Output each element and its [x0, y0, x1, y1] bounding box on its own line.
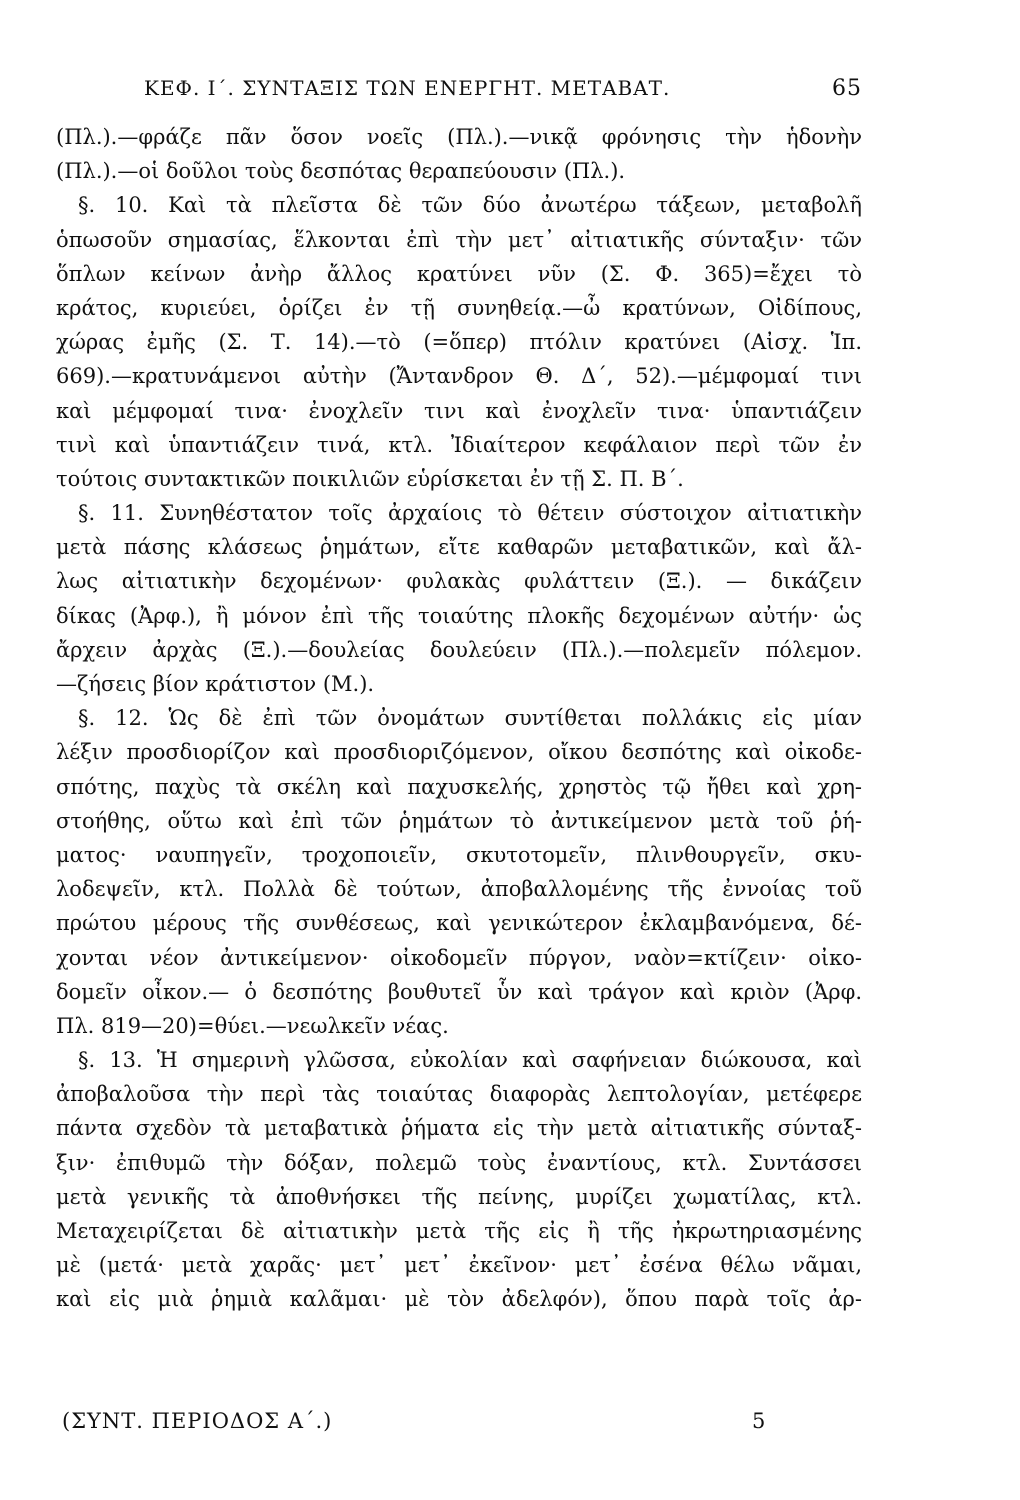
text-line: πρώτου μέρους τῆς συνθέσεως, καὶ γενικώτερον ἐκλαμβανόμενα, δέ-	[56, 911, 862, 936]
text-line: μετὰ πάσης κλάσεως ῥημάτων, εἴτε καθαρῶν μεταβατικῶν, καὶ ἄλ-	[56, 535, 862, 560]
text-line: τούτοις συντακτικῶν ποικιλιῶν εὑρίσκεται ἐν τῇ Σ. Π. Β΄.	[56, 466, 684, 491]
text-line: ἀποβαλοῦσα τὴν περὶ τὰς τοιαύτας διαφορὰς λεπτολογίαν, μετέφερε	[56, 1082, 862, 1107]
text-line: (Πλ.).—οἱ δοῦλοι τοὺς δεσπότας θεραπεύουσιν (Πλ.).	[56, 159, 626, 184]
text-line: στοήθης, οὕτω καὶ ἐπὶ τῶν ῥημάτων τὸ ἀντικείμενον μετὰ τοῦ ῥή-	[56, 808, 862, 833]
text-line: 669).—κρατυνάμενοι αὐτὴν (Ἄντανδρον Θ. Δ΄, 52).—μέμφομαί τινι	[56, 364, 862, 389]
text-line: ξιν· ἐπιθυμῶ τὴν δόξαν, πολεμῶ τοὺς ἐναντίους, κτλ. Συντάσσει	[56, 1150, 862, 1175]
book-page	[56, 70, 862, 1440]
text-line: ἄρχειν ἀρχὰς (Ξ.).—δουλείας δουλεύειν (Πλ.).—πολεμεῖν πόλεμον.	[56, 637, 862, 662]
text-line: Μεταχειρίζεται δὲ αἰτιατικὴν μετὰ τῆς εἰς ἢ τῆς ἠκρωτηριασμένης	[56, 1219, 862, 1243]
text-line: §. 13. Ἡ σημερινὴ γλῶσσα, εὐκολίαν καὶ σαφήνειαν διώκουσα, καὶ	[78, 1048, 862, 1073]
signature-mark: (ΣΥΝΤ. ΠΕΡΙΟΔΟΣ Α΄.)	[62, 1409, 333, 1433]
text-line: ὁπωσοῦν σημασίας, ἕλκονται ἐπὶ τὴν μετ᾽ αἰτιατικῆς σύνταξιν· τῶν	[56, 227, 862, 252]
text-line: §. 12. Ὡς δὲ ἐπὶ τῶν ὀνομάτων συντίθεται πολλάκις εἰς μίαν	[78, 706, 862, 731]
running-header	[144, 70, 862, 110]
body-text	[56, 120, 862, 1317]
text-line: μὲ (μετά· μετὰ χαρᾶς· μετ᾽ μετ᾽ ἐκεῖνον· μετ᾽ ἐσένα θέλω νᾶμαι,	[56, 1253, 862, 1278]
page-number: 65	[832, 76, 862, 101]
text-line: χονται νέον ἀντικείμενον· οἰκοδομεῖν πύργον, ναὸν=κτίζειν· οἰκο-	[56, 945, 862, 970]
text-line: Πλ. 819—20)=θύει.—νεωλκεῖν νέας.	[56, 1013, 449, 1038]
text-line: ματος· ναυπηγεῖν, τροχοποιεῖν, σκυτοτομεῖν, πλινθουργεῖν, σκυ-	[56, 842, 862, 867]
sheet-number: 5	[752, 1409, 766, 1433]
text-line: λως αἰτιατικὴν δεχομένων· φυλακὰς φυλάττειν (Ξ.). — δικάζειν	[56, 569, 862, 594]
text-line: ὅπλων κείνων ἀνὴρ ἄλλος κρατύνει νῦν (Σ. Φ. 365)=ἔχει τὸ	[56, 261, 862, 286]
text-line: τινὶ καὶ ὑπαντιάζειν τινά, κτλ. Ἰδιαίτερον κεφάλαιον περὶ τῶν ἐν	[56, 432, 862, 457]
text-line: λέξιν προσδιορίζον καὶ προσδιοριζόμενον, οἴκου δεσπότης καὶ οἰκοδε-	[56, 740, 862, 765]
text-line: πάντα σχεδὸν τὰ μεταβατικὰ ῥήματα εἰς τὴν μετὰ αἰτιατικῆς σύνταξ-	[56, 1116, 862, 1141]
text-line: §. 11. Συνηθέστατον τοῖς ἀρχαίοις τὸ θέτειν σύστοιχον αἰτιατικὴν	[78, 501, 862, 526]
text-line: κράτος, κυριεύει, ὁρίζει ἐν τῇ συνηθείᾳ.—ὦ κρατύνων, Οἰδίπους,	[56, 295, 862, 320]
text-line: σπότης, παχὺς τὰ σκέλη καὶ παχυσκελής, χρηστὸς τῷ ἤθει καὶ χρη-	[56, 774, 862, 799]
text-line: δίκας (Ἀρφ.), ἢ μόνον ἐπὶ τῆς τοιαύτης πλοκῆς δεχομένων αὐτήν· ὡς	[56, 603, 862, 628]
text-line: (Πλ.).—φράζε πᾶν ὅσον νοεῖς (Πλ.).—νικᾷ φρόνησις τὴν ἡδονὴν	[56, 125, 862, 149]
text-line: δομεῖν οἶκον.— ὁ δεσπότης βουθυτεῖ ὗν καὶ τράγον καὶ κριὸν (Ἀρφ.	[56, 979, 862, 1004]
chapter-title: ΚΕΦ. Ι΄. ΣΥΝΤΑΞΙΣ ΤΩΝ ΕΝΕΡΓΗΤ. ΜΕΤΑΒΑΤ.	[144, 76, 671, 100]
text-line: §. 10. Καὶ τὰ πλεῖστα δὲ τῶν δύο ἀνωτέρω τάξεων, μεταβολῆ	[78, 193, 862, 218]
text-line: λοδεψεῖν, κτλ. Πολλὰ δὲ τούτων, ἀποβαλλομένης τῆς ἐννοίας τοῦ	[56, 877, 862, 902]
page-footer	[56, 1409, 862, 1443]
text-line: καὶ εἰς μιὰ ῥημιὰ καλᾶμαι· μὲ τὸν ἀδελφόν), ὅπου παρὰ τοῖς ἀρ-	[56, 1287, 862, 1312]
text-line: καὶ μέμφομαί τινα· ἐνοχλεῖν τινι καὶ ἐνοχλεῖν τινα· ὑπαντιάζειν	[56, 398, 862, 423]
text-line: —ζήσεις βίον κράτιστον (Μ.).	[56, 672, 375, 696]
text-line: χώρας ἐμῆς (Σ. Τ. 14).—τὸ (=ὅπερ) πτόλιν κρατύνει (Αἰσχ. Ἱπ.	[56, 330, 862, 355]
text-line: μετὰ γενικῆς τὰ ἀποθνήσκει τῆς πείνης, μυρίζει χωματίλας, κτλ.	[56, 1184, 862, 1209]
